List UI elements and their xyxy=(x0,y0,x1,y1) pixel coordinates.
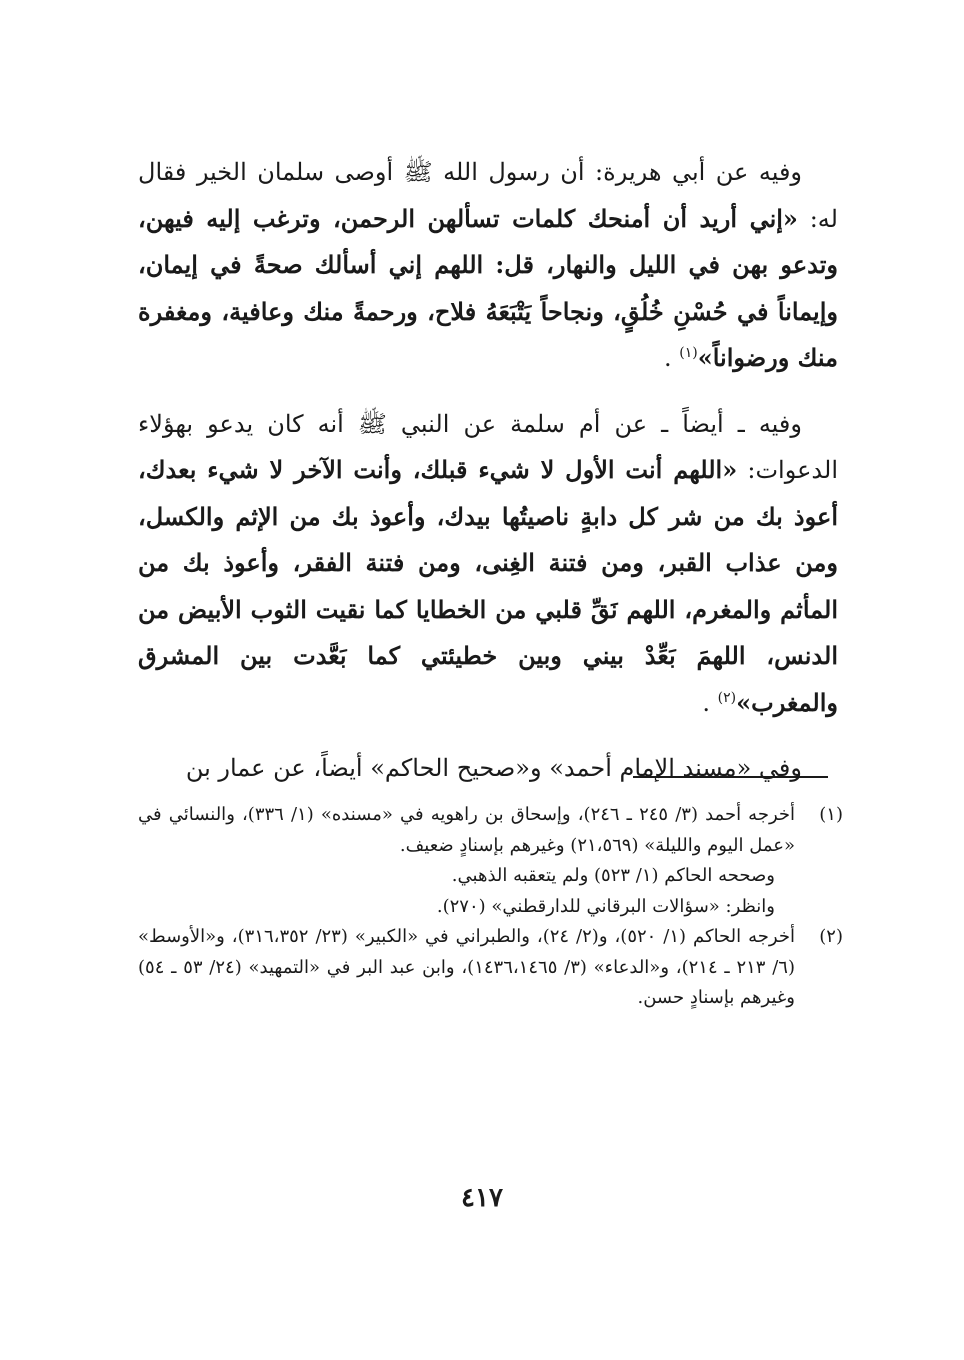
paragraph-umm-salamah xyxy=(138,402,838,727)
paragraph-intro: وفيه عن أبي هريرة: أن رسول الله ﷺ أوصى سلمان الخير فقال له: xyxy=(138,158,838,233)
footnote-1-note: وصححه الحاكم (١/ ٥٢٣) ولم يتعقبه الذهبي. xyxy=(451,865,775,886)
hadith-quote: «إني أريد أن أمنحك كلمات تسألهن الرحمن، وترغب إليه فيهن، وتدعو بهن في الليل والنهار، قل: اللهم إني أسألك صحةً في إيمان، وإيماناً في حُسْنِ خُلُقٍ، ونجاحاً يَتْبَعَهُ فلاح، ورحمةً منك وعافية، ومغفرة منك ورضواناً» xyxy=(138,203,838,372)
footnote-1-note: وانظر: «سؤالات البرقاني للدارقطني» (٢٧٠). xyxy=(436,895,775,917)
footnote-2 xyxy=(138,922,843,1014)
footnote-text: أخرجه الحاكم (١/ ٥٢٠)، و(٢/ ٢٤)، والطبراني في «الكبير» (٢٣/ ٣١٦،٣٥٢)، و«الأوسط» (٦/ ٢١٣ ـ ٢١٤)، و«الدعاء» (٣/ ١٤٣٦،١٤٦٥)، وابن عبد البر في «التمهيد» (٢٤/ ٥٣ ـ ٥٤) وغيرهم بإسنادٍ حسن. xyxy=(138,926,795,1008)
footnote-number: (١) xyxy=(819,804,843,825)
footnote-number: (٢) xyxy=(819,926,843,947)
main-text xyxy=(138,150,838,792)
footnote-ref-2: (٢) xyxy=(717,689,737,706)
paragraph-intro: وفيه ـ أيضاً ـ عن أم سلمة عن النبي ﷺ أنه كان يدعو بهؤلاء الدعوات: xyxy=(138,409,839,484)
paragraph-end: . xyxy=(702,688,718,717)
footnote-1 xyxy=(138,800,843,861)
paragraph-abu-hurayrah xyxy=(138,150,838,382)
footnote-divider xyxy=(633,776,828,778)
page-number: ٤١٧ xyxy=(461,1183,503,1213)
paragraph-musnad xyxy=(138,746,838,792)
hadith-quote: «اللهم أنت الأول لا شيء قبلك، وأنت الآخر لا شيء بعدك، أعوذ بك من شر كل دابةٍ ناصيتُها بيدك، وأعوذ بك من الإثم والكسل، ومن عذاب القبر، ومن فتنة الغِنى، ومن فتنة الفقر، وأعوذ بك من المأثم والمغرم، اللهم نَقِّ قلبي من الخطايا كما نقيت الثوب الأبيض من الدنس، اللهمَ بَعِّدْ بيني وبين خطيئتي كما بَعَّدت بين المشرق والمغرب» xyxy=(138,455,838,717)
footnote-text: أخرجه أحمد (٣/ ٢٤٥ ـ ٢٤٦)، وإسحاق بن راهويه في «مسنده» (١/ ٣٣٦)، والنسائي في «عمل اليوم والليلة» (٢١،٥٦٩) وغيرهم بإسنادٍ ضعيف. xyxy=(138,804,796,856)
paragraph-text: وفي «مسند الإمام أحمد» و«صحيح الحاكم» أيضاً، عن عمار بن xyxy=(185,754,802,782)
paragraph-end: . xyxy=(663,344,680,372)
footnotes xyxy=(138,800,843,1014)
footnote-ref-1: (١) xyxy=(679,345,698,361)
